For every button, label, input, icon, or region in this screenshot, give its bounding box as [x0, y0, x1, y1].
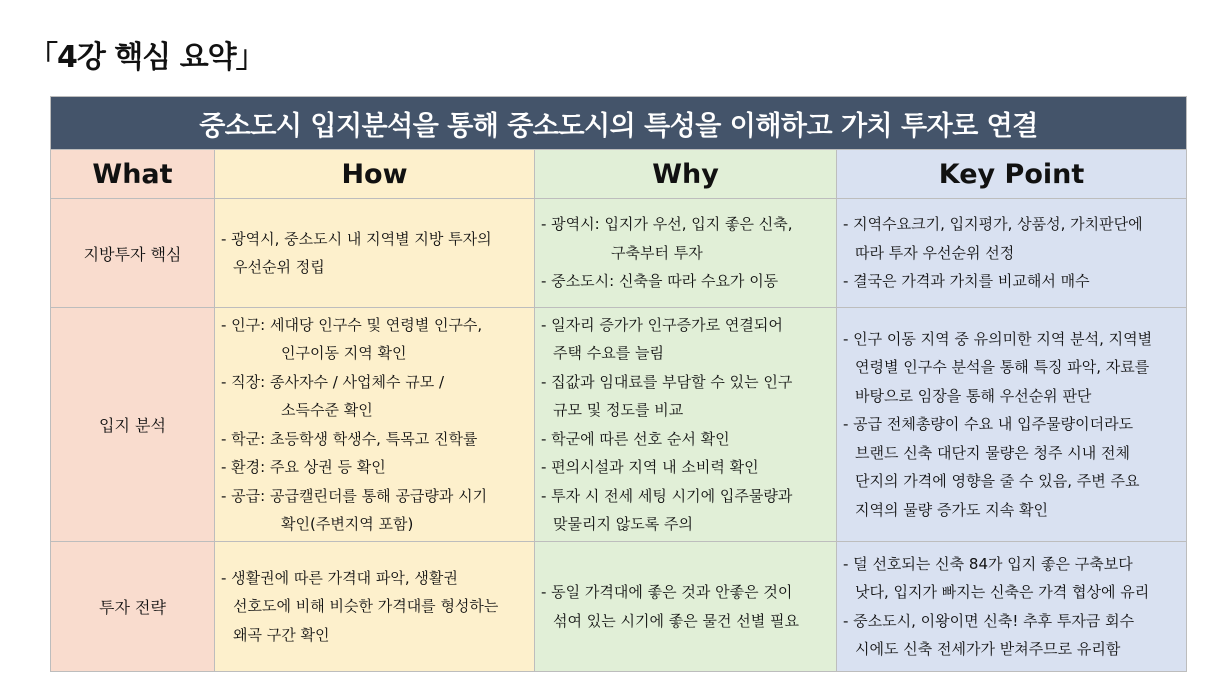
list-item: - 학군에 따른 선호 순서 확인 [541, 429, 730, 448]
header-how: How [215, 150, 535, 199]
key-point-cell [837, 199, 1187, 308]
table-row [51, 542, 1187, 672]
how-cell [215, 308, 535, 542]
list-item: - 집값과 임대료를 부담할 수 있는 인구 [541, 372, 793, 391]
row-label: 입지 분석 [51, 308, 215, 542]
why-cell [535, 542, 837, 672]
list-item: 인구이동 지역 확인 [281, 344, 407, 362]
why-cell [535, 308, 837, 542]
list-item: 선호도에 비해 비슷한 가격대를 형성하는 [233, 597, 499, 616]
list-item: 왜곡 구간 확인 [233, 625, 330, 644]
list-item: - 광역시: 입지가 우선, 입지 좋은 신축, [541, 215, 793, 234]
list-item: - 일자리 증가가 인구증가로 연결되어 [541, 315, 783, 334]
list-item: - 인구 이동 지역 중 유의미한 지역 분석, 지역별 [843, 329, 1153, 348]
list-item: - 중소도시, 이왕이면 신축! 추후 투자금 회수 [843, 611, 1135, 630]
list-item: - 학군: 초등학생 학생수, 특목고 진학률 [221, 429, 478, 448]
list-item: - 결국은 가격과 가치를 비교해서 매수 [843, 272, 1090, 291]
list-item: 맞물리지 않도록 주의 [553, 515, 693, 533]
key-point-cell [837, 308, 1187, 542]
list-item: 섞여 있는 시기에 좋은 물건 선별 필요 [553, 611, 799, 630]
list-item: 구축부터 투자 [611, 243, 703, 262]
table-banner: 중소도시 입지분석을 통해 중소도시의 특성을 이해하고 가치 투자로 연결 [51, 97, 1187, 150]
header-why: Why [535, 150, 837, 199]
list-item: 낫다, 입지가 빠지는 신축은 가격 협상에 유리 [855, 583, 1150, 601]
list-item: - 덜 선호되는 신축 84가 입지 좋은 구축보다 [843, 554, 1133, 573]
table-row [51, 199, 1187, 308]
list-item: 규모 및 정도를 비교 [553, 401, 684, 419]
list-item: 주택 수요를 늘림 [553, 344, 664, 362]
list-item: 브랜드 신축 대단지 물량은 청주 시내 전체 [855, 443, 1130, 462]
list-item: 시에도 신축 전세가가 받쳐주므로 유리함 [855, 640, 1121, 658]
list-item: - 투자 시 전세 세팅 시기에 입주물량과 [541, 486, 793, 505]
list-item: - 광역시, 중소도시 내 지역별 지방 투자의 [221, 229, 492, 248]
why-cell [535, 199, 837, 308]
list-item: - 지역수요크기, 입지평가, 상품성, 가치판단에 [843, 215, 1143, 234]
list-item: - 환경: 주요 상권 등 확인 [221, 458, 386, 476]
list-item: 지역의 물량 증가도 지속 확인 [855, 500, 1048, 519]
list-item: 바탕으로 임장을 통해 우선순위 판단 [855, 386, 1092, 405]
list-item: - 중소도시: 신축을 따라 수요가 이동 [541, 272, 779, 291]
list-item: 우선순위 정립 [233, 258, 325, 276]
page-title: 「4강 핵심 요약」 [28, 40, 265, 75]
list-item: - 편의시설과 지역 내 소비력 확인 [541, 458, 759, 476]
header-key-point: Key Point [837, 150, 1187, 199]
list-item: - 직장: 종사자수 / 사업체수 규모 / [221, 372, 445, 391]
list-item: - 동일 가격대에 좋은 것과 안좋은 것이 [541, 583, 793, 601]
list-item: 확인(주변지역 포함) [281, 515, 414, 533]
list-item: - 인구: 세대당 인구수 및 연령별 인구수, [221, 315, 483, 334]
list-item: 따라 투자 우선순위 선정 [855, 243, 1015, 262]
row-label: 투자 전략 [51, 542, 215, 672]
list-item: - 생활권에 따른 가격대 파악, 생활권 [221, 568, 458, 587]
list-item: 단지의 가격에 영향을 줄 수 있음, 주변 주요 [855, 472, 1140, 491]
table-row [51, 308, 1187, 542]
how-cell [215, 542, 535, 672]
header-what: What [51, 150, 215, 199]
list-item: 소득수준 확인 [281, 401, 373, 419]
list-item: - 공급 전체총량이 수요 내 입주물량이더라도 [843, 415, 1134, 434]
summary-table [50, 96, 1187, 672]
list-item: - 공급: 공급캘린더를 통해 공급량과 시기 [221, 486, 488, 505]
key-point-cell [837, 542, 1187, 672]
list-item: 연령별 인구수 분석을 통해 특징 파악, 자료를 [855, 358, 1150, 377]
how-cell [215, 199, 535, 308]
row-label: 지방투자 핵심 [51, 199, 215, 308]
